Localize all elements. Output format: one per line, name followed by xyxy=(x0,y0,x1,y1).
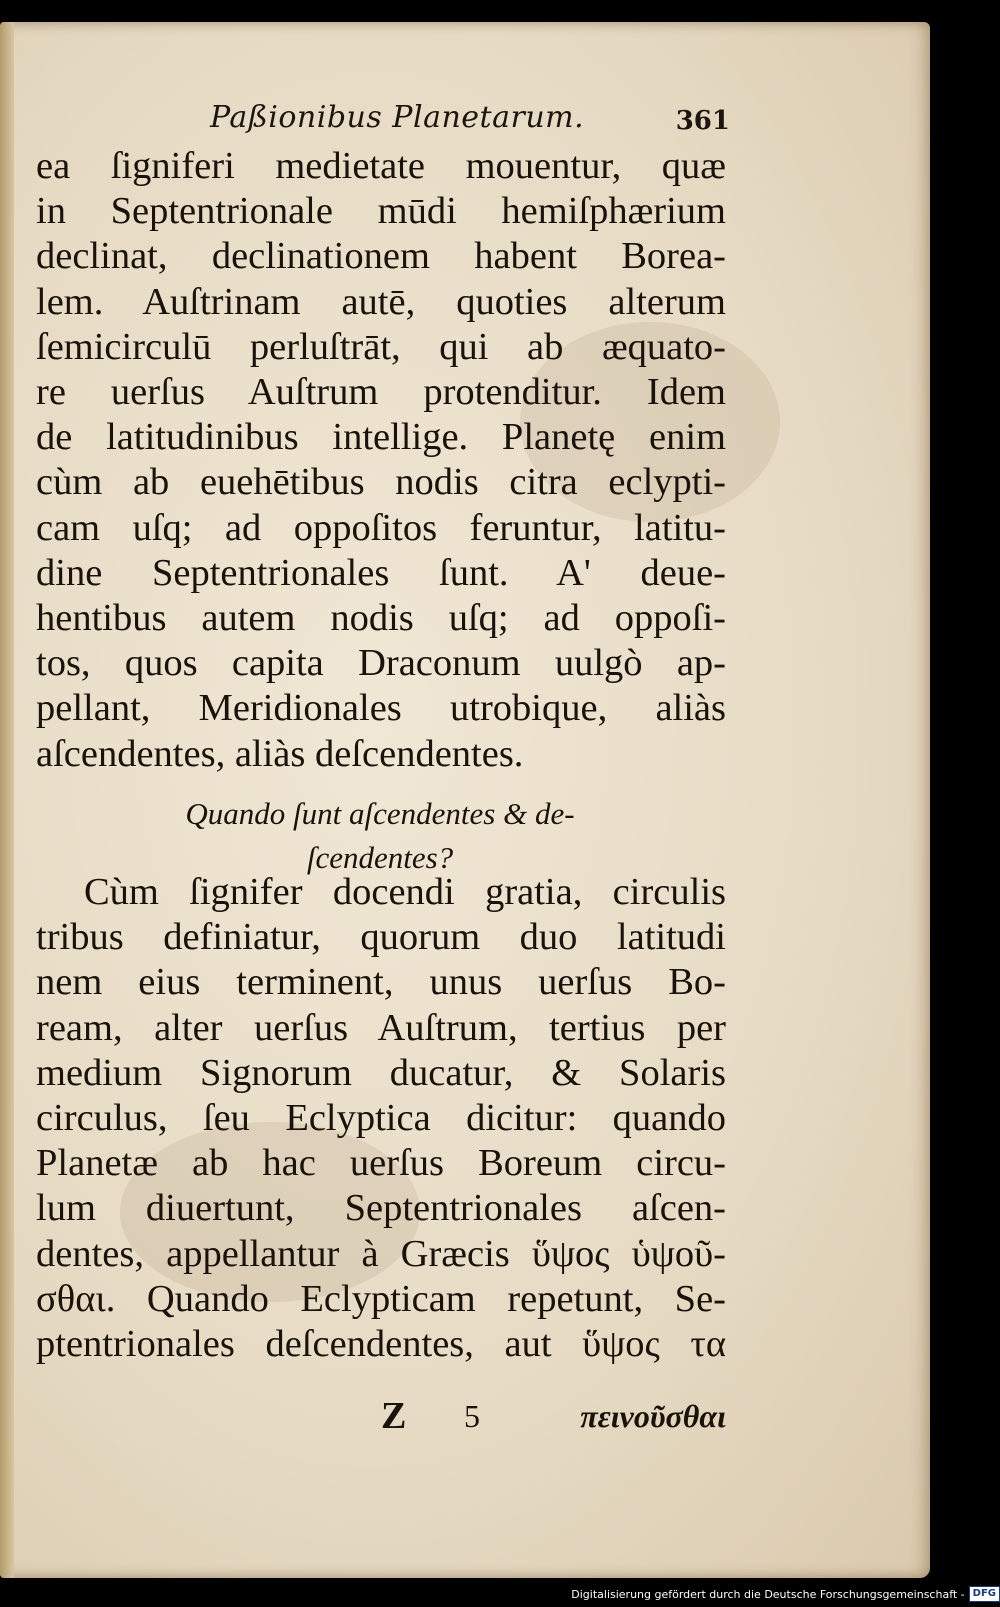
text-line: in Septentrionale mūdi hemiſphærium xyxy=(36,190,726,233)
text-line: lum diuertunt, Septentrionales aſcen- xyxy=(36,1187,726,1230)
footer-credit: Digitalisierung gefördert durch die Deutsche Forschungsgemeinschaft - xyxy=(571,1587,965,1601)
text-line: dine Septentrionales ſunt. A' deue- xyxy=(36,551,726,594)
text-line: ream, alter uerſus Auſtrum, tertius per xyxy=(36,1006,726,1049)
text-line: Cùm ſignifer docendi gratia, circulis xyxy=(84,871,726,913)
text-line: dentes, appellantur à Græcis ὕψος ὑψοῦ- xyxy=(36,1232,726,1275)
text-line: nem eius terminent, unus uerſus Bo- xyxy=(36,961,726,1004)
text-line: σθαι. Quando Eclypticam repetunt, Se- xyxy=(36,1277,726,1320)
text-line: cùm ab euehētibus nodis citra eclypti- xyxy=(36,461,726,504)
page-header xyxy=(210,100,730,150)
text-line: pellant, Meridionales utrobique, aliàs xyxy=(36,687,726,730)
paragraph-2 xyxy=(36,870,726,1367)
text-line: tos, quos capita Draconum uulgò ap- xyxy=(36,642,726,685)
page-number: 361 xyxy=(675,106,730,136)
signature-number: 5 xyxy=(464,1398,480,1434)
running-title: Paßionibus Planetarum. xyxy=(210,100,585,135)
heading-line: ſcendentes? xyxy=(306,840,454,875)
text-line: declinat, declinationem habent Borea- xyxy=(36,235,726,278)
text-line: ſemicirculū perluſtrāt, qui ab æquato- xyxy=(36,325,726,368)
book-page xyxy=(0,22,930,1578)
dfg-logo: DFG xyxy=(969,1586,1000,1602)
text-line: ea ſigniferi medietate mouentur, quæ xyxy=(36,145,726,187)
text-line: hentibus autem nodis uſq; ad oppoſi- xyxy=(36,597,726,640)
catchword: πεινοῦσθαι xyxy=(580,1398,726,1434)
text-line: de latitudinibus intellige. Planetę enim xyxy=(36,416,726,459)
text-line: lem. Auſtrinam autē, quoties alterum xyxy=(36,280,726,323)
text-line: circulus, ſeu Eclyptica dicitur: quando xyxy=(36,1097,726,1140)
catchline xyxy=(36,1394,726,1444)
text-line: ptentrionales deſcendentes, aut ὕψος τα xyxy=(36,1323,726,1366)
section-heading xyxy=(160,792,600,880)
digitization-footer xyxy=(571,1585,1000,1603)
text-line: cam uſq; ad oppoſitos feruntur, latitu- xyxy=(36,506,726,549)
signature-mark: Z xyxy=(381,1395,407,1437)
text-line: aſcendentes, aliàs deſcendentes. xyxy=(36,732,524,775)
text-line: tribus definiatur, quorum duo latitudi xyxy=(36,916,726,959)
text-line: re uerſus Auſtrum protenditur. Idem xyxy=(36,371,726,414)
heading-line: Quando ſunt aſcendentes & de- xyxy=(185,796,575,831)
paragraph-1 xyxy=(36,144,726,777)
text-line: Planetæ ab hac uerſus Boreum circu- xyxy=(36,1142,726,1185)
text-line: medium Signorum ducatur, & Solaris xyxy=(36,1051,726,1094)
page-gutter xyxy=(0,22,14,1578)
